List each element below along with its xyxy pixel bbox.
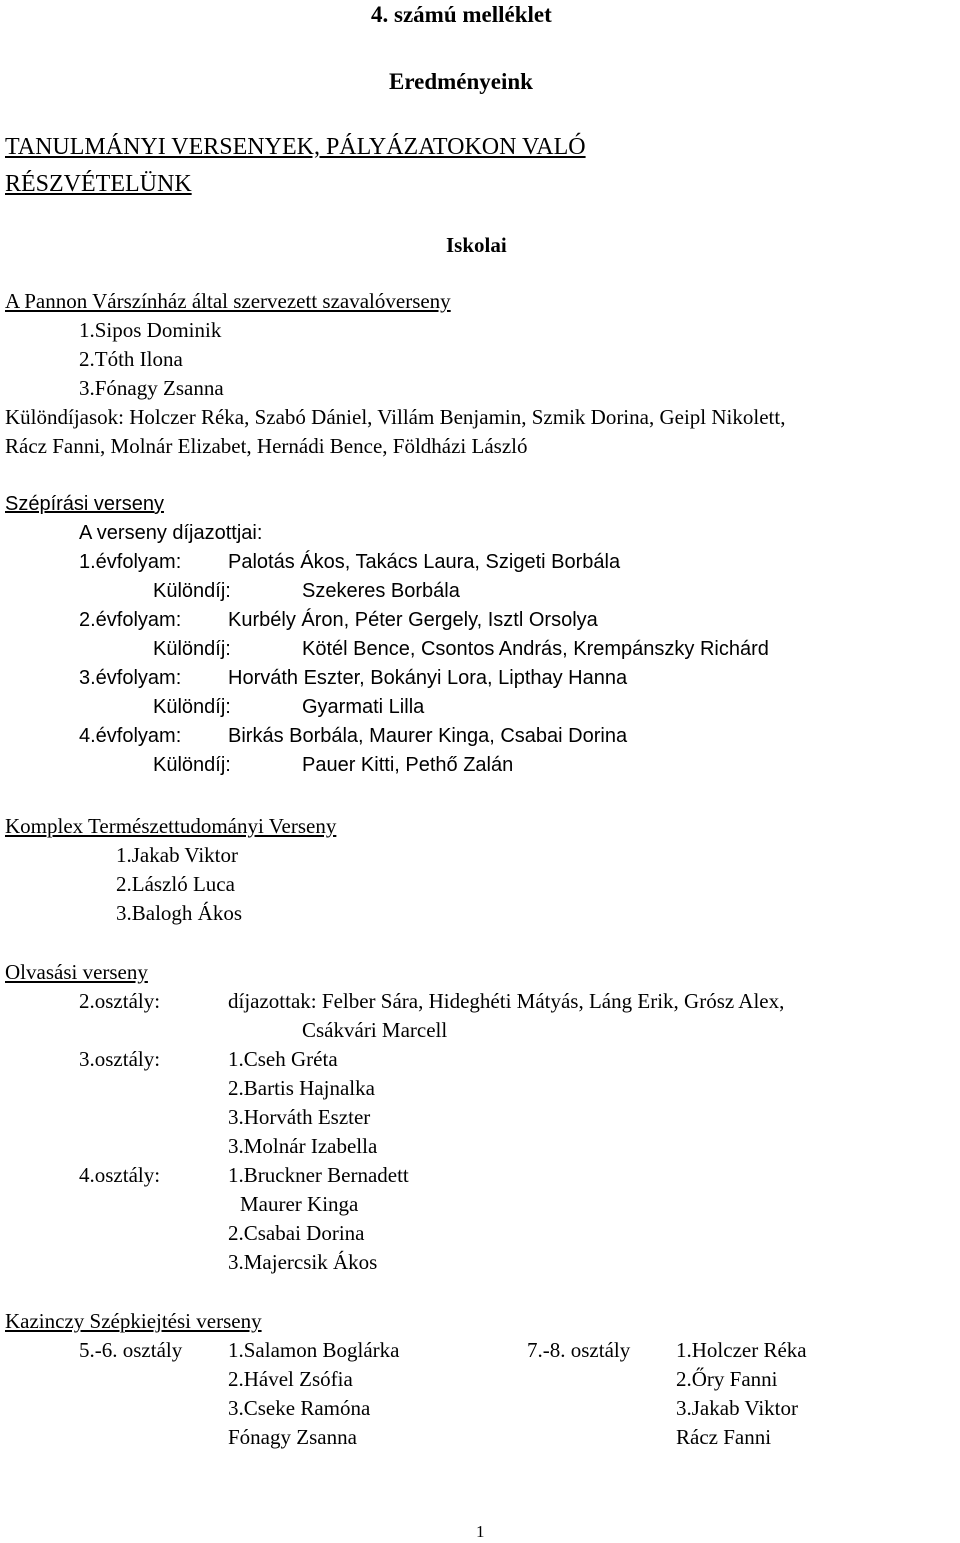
grade-label: 3.évfolyam:: [79, 667, 182, 689]
grade-special: Kötél Bence, Csontos András, Krempánszky Richárd: [302, 638, 769, 660]
list-item: 1.Bruckner Bernadett: [228, 1163, 409, 1187]
list-item: 1.Holczer Réka: [676, 1338, 807, 1362]
grade-winners: Kurbély Áron, Péter Gergely, Isztl Orsolya: [228, 609, 598, 631]
special-label: Különdíj:: [153, 696, 231, 718]
page-title: Eredményeink: [389, 69, 533, 94]
list-item: 3.Molnár Izabella: [228, 1134, 378, 1158]
list-item: 2.Hável Zsófia: [228, 1367, 353, 1391]
section-title-line1: TANULMÁNYI VERSENYEK, PÁLYÁZATOKON VALÓ: [5, 134, 586, 160]
grade-label: 4.évfolyam:: [79, 725, 182, 747]
list-item: 2.Bartis Hajnalka: [228, 1076, 375, 1100]
subsection-title: Iskolai: [446, 233, 507, 257]
list-item: 1.Salamon Boglárka: [228, 1338, 400, 1362]
class-label: 3.osztály:: [79, 1047, 161, 1071]
grade-winners: Horváth Eszter, Bokányi Lora, Lipthay Hanna: [228, 667, 628, 689]
komplex-title: Komplex Természettudományi Verseny: [5, 814, 337, 838]
list-item: Rácz Fanni: [676, 1425, 772, 1449]
special-label: Különdíj:: [153, 638, 231, 660]
grade-winners: Palotás Ákos, Takács Laura, Szigeti Borbála: [228, 551, 621, 573]
class-label: 2.osztály:: [79, 989, 161, 1013]
grade-special: Pauer Kitti, Pethő Zalán: [302, 754, 514, 776]
group-label: 7.-8. osztály: [527, 1338, 631, 1362]
pannon-result-3: 3.Fónagy Zsanna: [79, 376, 224, 400]
annex-label: 4. számú melléklet: [371, 2, 552, 27]
szepirasi-title: Szépírási verseny: [5, 493, 164, 515]
page-number: 1: [476, 1522, 485, 1541]
special-label: Különdíj:: [153, 580, 231, 602]
list-item: 3.Majercsik Ákos: [228, 1250, 378, 1274]
grade-winners: Birkás Borbála, Maurer Kinga, Csabai Dorina: [228, 725, 628, 747]
list-item: 2.Csabai Dorina: [228, 1221, 365, 1245]
grade-label: 2.évfolyam:: [79, 609, 182, 631]
list-item: 3.Cseke Ramóna: [228, 1396, 371, 1420]
komplex-result-3: 3.Balogh Ákos: [116, 901, 242, 925]
list-item: 2.Őry Fanni: [676, 1367, 778, 1391]
grade-label: 1.évfolyam:: [79, 551, 182, 573]
list-item: 3.Jakab Viktor: [676, 1396, 799, 1420]
list-item: 1.Cseh Gréta: [228, 1047, 338, 1071]
kazinczy-title: Kazinczy Szépkiejtési verseny: [5, 1309, 262, 1333]
special-label: Különdíj:: [153, 754, 231, 776]
komplex-result-2: 2.László Luca: [116, 872, 235, 896]
group-label: 5.-6. osztály: [79, 1338, 183, 1362]
grade-special: Gyarmati Lilla: [302, 696, 425, 718]
olvasasi-title: Olvasási verseny: [5, 960, 148, 984]
pannon-special-line1: Különdíjasok: Holczer Réka, Szabó Dániel, Villám Benjamin, Szmik Dorina, Geipl Nikolett,: [5, 405, 786, 429]
grade-special: Szekeres Borbála: [302, 580, 460, 602]
list-item: Fónagy Zsanna: [228, 1425, 357, 1449]
class-label: 4.osztály:: [79, 1163, 161, 1187]
pannon-special-line2: Rácz Fanni, Molnár Elizabet, Hernádi Bence, Földházi László: [5, 434, 528, 458]
komplex-result-1: 1.Jakab Viktor: [116, 843, 239, 867]
pannon-result-2: 2.Tóth Ilona: [79, 347, 183, 371]
list-item: Maurer Kinga: [240, 1192, 359, 1216]
class2-line2: Csákvári Marcell: [302, 1018, 448, 1042]
class2-line1: díjazottak: Felber Sára, Hideghéti Mátyás, Láng Erik, Grósz Alex,: [228, 989, 785, 1013]
szepirasi-intro: A verseny díjazottjai:: [79, 522, 263, 544]
pannon-result-1: 1.Sipos Dominik: [79, 318, 222, 342]
list-item: 3.Horváth Eszter: [228, 1105, 371, 1129]
section-title-line2: RÉSZVÉTELÜNK: [5, 171, 192, 197]
pannon-title: A Pannon Várszínház által szervezett szavalóverseny: [5, 289, 451, 313]
